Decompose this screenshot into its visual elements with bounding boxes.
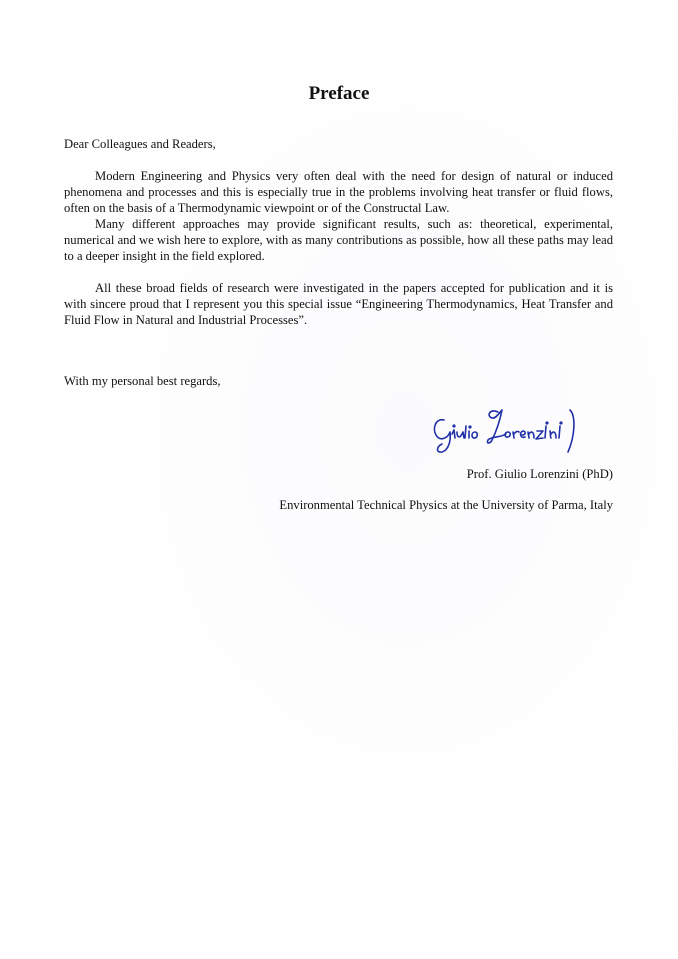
- page-title: Preface: [308, 83, 370, 104]
- author-name: Prof. Giulio Lorenzini (PhD): [466, 467, 613, 481]
- author-affiliation: Environmental Technical Physics at the University of Parma, Italy: [279, 498, 613, 512]
- paragraph-2: Many different approaches may provide significant results, such as: theoretical, experimental, numerical and we wish here to explore, with as many contributions as possible, how all these paths may lead to a deeper insight in the field explored.: [64, 217, 613, 263]
- paragraph-1: Modern Engineering and Physics very often deal with the need for design of natural or induced phenomena and processes and this is especially true in the problems involving heat transfer or fluid flows, often on the basis of a Thermodynamic viewpoint or of the Constructal Law.: [64, 169, 613, 215]
- handwritten-signature: [430, 402, 612, 456]
- closing-line: With my personal best regards,: [64, 374, 221, 388]
- paragraph-3: All these broad fields of research were investigated in the papers accepted for publication and it is with sincere proud that I represent you this special issue “Engineering Thermodynamics, Heat Transfer and Fluid Flow in Natural and Industrial Processes”.: [64, 281, 613, 327]
- salutation: Dear Colleagues and Readers,: [64, 137, 216, 151]
